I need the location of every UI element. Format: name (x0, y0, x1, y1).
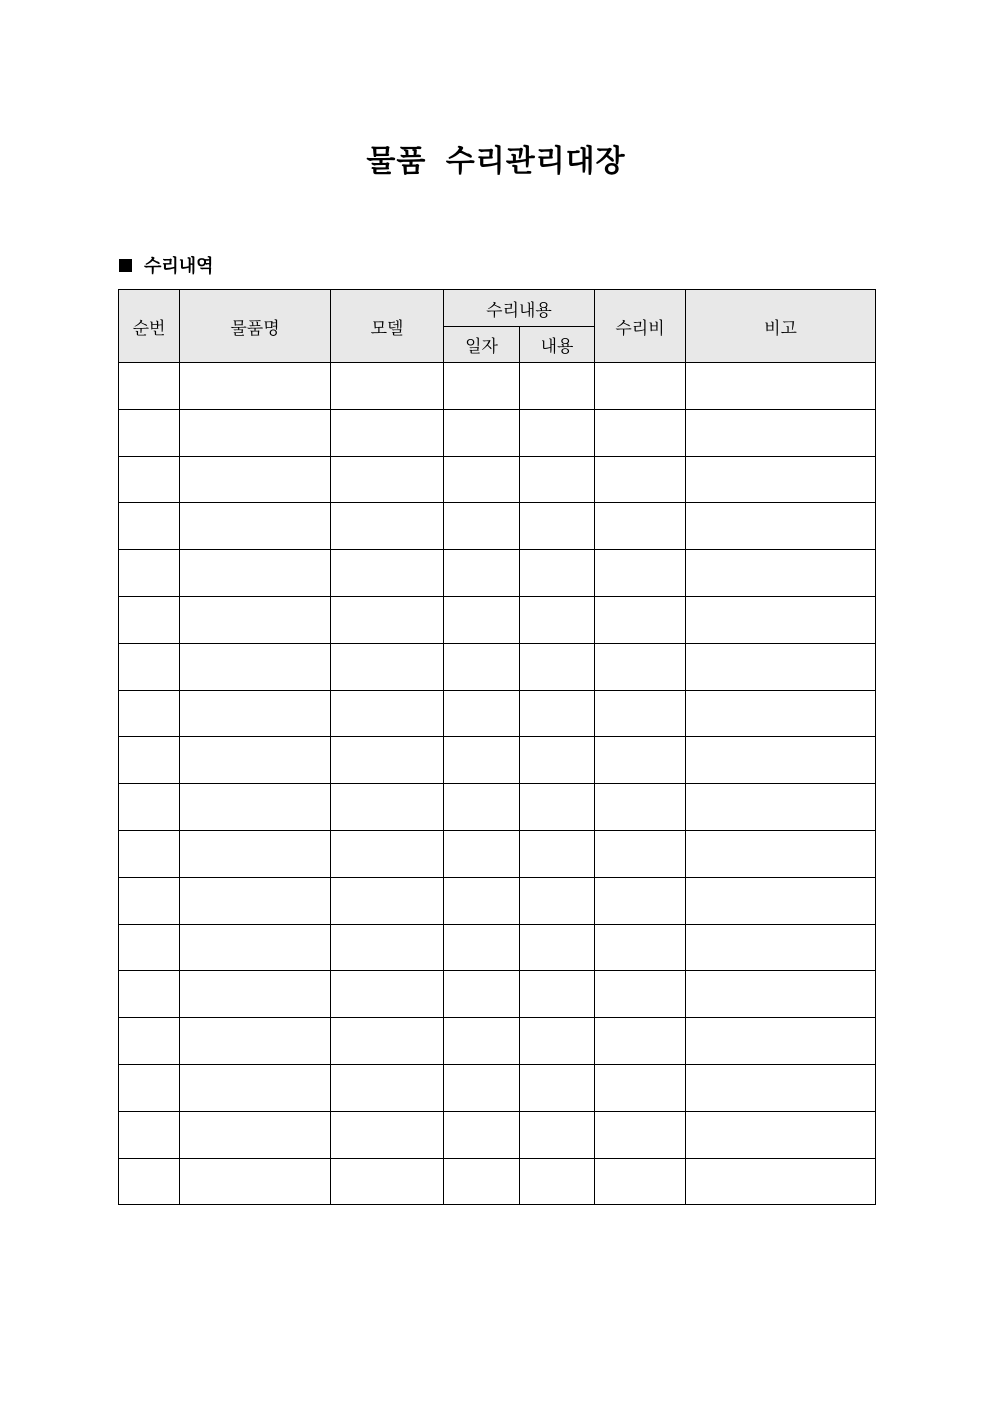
cell-seq[interactable] (119, 1064, 180, 1111)
cell-item-name[interactable] (180, 924, 331, 971)
cell-model[interactable] (331, 596, 444, 643)
cell-repair-cost[interactable] (595, 924, 686, 971)
header-date: 일자 (444, 327, 520, 363)
cell-content[interactable] (520, 737, 595, 784)
cell-remarks[interactable] (686, 971, 876, 1018)
page-title: 물품 수리관리대장 (366, 144, 626, 179)
cell-remarks[interactable] (686, 596, 876, 643)
cell-seq[interactable] (119, 737, 180, 784)
header-item-name: 물품명 (180, 290, 331, 363)
cell-date[interactable] (444, 456, 520, 503)
cell-repair-cost[interactable] (595, 363, 686, 410)
repair-log-table (118, 289, 876, 1205)
cell-content[interactable] (520, 1064, 595, 1111)
cell-remarks[interactable] (686, 456, 876, 503)
cell-date[interactable] (444, 409, 520, 456)
cell-repair-cost[interactable] (595, 784, 686, 831)
cell-date[interactable] (444, 1064, 520, 1111)
cell-item-name[interactable] (180, 1064, 331, 1111)
cell-date[interactable] (444, 363, 520, 410)
cell-repair-cost[interactable] (595, 830, 686, 877)
cell-content[interactable] (520, 830, 595, 877)
cell-repair-cost[interactable] (595, 550, 686, 597)
cell-item-name[interactable] (180, 550, 331, 597)
table-row (119, 971, 876, 1018)
cell-seq[interactable] (119, 596, 180, 643)
cell-content[interactable] (520, 363, 595, 410)
cell-content[interactable] (520, 550, 595, 597)
cell-remarks[interactable] (686, 643, 876, 690)
cell-remarks[interactable] (686, 363, 876, 410)
cell-item-name[interactable] (180, 830, 331, 877)
cell-remarks[interactable] (686, 690, 876, 737)
cell-date[interactable] (444, 1018, 520, 1065)
header-model: 모델 (331, 290, 444, 363)
cell-content[interactable] (520, 924, 595, 971)
cell-model[interactable] (331, 971, 444, 1018)
cell-date[interactable] (444, 830, 520, 877)
cell-seq[interactable] (119, 784, 180, 831)
cell-repair-cost[interactable] (595, 877, 686, 924)
header-content: 내용 (520, 327, 595, 363)
table-row (119, 784, 876, 831)
cell-model[interactable] (331, 737, 444, 784)
table-row (119, 503, 876, 550)
cell-date[interactable] (444, 1158, 520, 1205)
table-row (119, 924, 876, 971)
cell-model[interactable] (331, 1111, 444, 1158)
table-row (119, 409, 876, 456)
cell-seq[interactable] (119, 1018, 180, 1065)
table-row (119, 737, 876, 784)
table-row (119, 830, 876, 877)
cell-remarks[interactable] (686, 1111, 876, 1158)
cell-repair-cost[interactable] (595, 971, 686, 1018)
cell-model[interactable] (331, 363, 444, 410)
cell-item-name[interactable] (180, 503, 331, 550)
table-row (119, 550, 876, 597)
cell-model[interactable] (331, 784, 444, 831)
cell-remarks[interactable] (686, 784, 876, 831)
cell-repair-cost[interactable] (595, 1018, 686, 1065)
header-repair-content-group: 수리내용 (444, 290, 595, 327)
cell-seq[interactable] (119, 456, 180, 503)
cell-model[interactable] (331, 830, 444, 877)
cell-remarks[interactable] (686, 737, 876, 784)
cell-item-name[interactable] (180, 1111, 331, 1158)
cell-remarks[interactable] (686, 550, 876, 597)
cell-repair-cost[interactable] (595, 1111, 686, 1158)
cell-seq[interactable] (119, 1158, 180, 1205)
cell-item-name[interactable] (180, 1158, 331, 1205)
cell-remarks[interactable] (686, 924, 876, 971)
cell-item-name[interactable] (180, 596, 331, 643)
cell-model[interactable] (331, 409, 444, 456)
cell-content[interactable] (520, 596, 595, 643)
cell-content[interactable] (520, 1018, 595, 1065)
section-label: 수리내역 (144, 256, 214, 277)
cell-repair-cost[interactable] (595, 1064, 686, 1111)
cell-model[interactable] (331, 503, 444, 550)
cell-content[interactable] (520, 1158, 595, 1205)
cell-model[interactable] (331, 1064, 444, 1111)
cell-item-name[interactable] (180, 643, 331, 690)
cell-date[interactable] (444, 643, 520, 690)
cell-model[interactable] (331, 690, 444, 737)
cell-seq[interactable] (119, 363, 180, 410)
cell-seq[interactable] (119, 877, 180, 924)
cell-content[interactable] (520, 643, 595, 690)
table-row (119, 877, 876, 924)
cell-remarks[interactable] (686, 1064, 876, 1111)
cell-item-name[interactable] (180, 363, 331, 410)
cell-remarks[interactable] (686, 503, 876, 550)
cell-remarks[interactable] (686, 409, 876, 456)
cell-date[interactable] (444, 1111, 520, 1158)
cell-repair-cost[interactable] (595, 503, 686, 550)
cell-date[interactable] (444, 550, 520, 597)
cell-seq[interactable] (119, 690, 180, 737)
cell-remarks[interactable] (686, 1018, 876, 1065)
cell-repair-cost[interactable] (595, 409, 686, 456)
cell-item-name[interactable] (180, 1018, 331, 1065)
table-row (119, 1158, 876, 1205)
cell-content[interactable] (520, 971, 595, 1018)
cell-date[interactable] (444, 503, 520, 550)
cell-content[interactable] (520, 503, 595, 550)
cell-model[interactable] (331, 877, 444, 924)
cell-model[interactable] (331, 456, 444, 503)
cell-item-name[interactable] (180, 971, 331, 1018)
cell-item-name[interactable] (180, 456, 331, 503)
cell-item-name[interactable] (180, 409, 331, 456)
square-bullet-icon (119, 259, 132, 272)
cell-model[interactable] (331, 1158, 444, 1205)
cell-date[interactable] (444, 690, 520, 737)
cell-item-name[interactable] (180, 737, 331, 784)
cell-content[interactable] (520, 690, 595, 737)
cell-content[interactable] (520, 784, 595, 831)
cell-seq[interactable] (119, 643, 180, 690)
cell-seq[interactable] (119, 503, 180, 550)
table-row (119, 643, 876, 690)
cell-model[interactable] (331, 924, 444, 971)
table-row (119, 596, 876, 643)
cell-repair-cost[interactable] (595, 643, 686, 690)
cell-seq[interactable] (119, 409, 180, 456)
table-row (119, 1111, 876, 1158)
cell-remarks[interactable] (686, 877, 876, 924)
cell-seq[interactable] (119, 971, 180, 1018)
cell-date[interactable] (444, 737, 520, 784)
cell-repair-cost[interactable] (595, 456, 686, 503)
cell-remarks[interactable] (686, 830, 876, 877)
cell-date[interactable] (444, 877, 520, 924)
cell-content[interactable] (520, 877, 595, 924)
cell-repair-cost[interactable] (595, 596, 686, 643)
section-heading (119, 252, 214, 278)
table-row (119, 690, 876, 737)
cell-remarks[interactable] (686, 1158, 876, 1205)
cell-seq[interactable] (119, 1111, 180, 1158)
header-remarks: 비고 (686, 290, 876, 363)
header-repair-cost: 수리비 (595, 290, 686, 363)
table-row (119, 456, 876, 503)
table-row (119, 1064, 876, 1111)
cell-repair-cost[interactable] (595, 690, 686, 737)
cell-date[interactable] (444, 596, 520, 643)
header-seq: 순번 (119, 290, 180, 363)
cell-item-name[interactable] (180, 690, 331, 737)
cell-content[interactable] (520, 456, 595, 503)
cell-repair-cost[interactable] (595, 1158, 686, 1205)
cell-model[interactable] (331, 643, 444, 690)
cell-date[interactable] (444, 784, 520, 831)
cell-seq[interactable] (119, 924, 180, 971)
cell-seq[interactable] (119, 550, 180, 597)
cell-model[interactable] (331, 550, 444, 597)
cell-model[interactable] (331, 1018, 444, 1065)
cell-date[interactable] (444, 924, 520, 971)
cell-content[interactable] (520, 1111, 595, 1158)
cell-date[interactable] (444, 971, 520, 1018)
table-row (119, 363, 876, 410)
cell-seq[interactable] (119, 830, 180, 877)
cell-item-name[interactable] (180, 877, 331, 924)
cell-repair-cost[interactable] (595, 737, 686, 784)
cell-item-name[interactable] (180, 784, 331, 831)
table-row (119, 1018, 876, 1065)
cell-content[interactable] (520, 409, 595, 456)
